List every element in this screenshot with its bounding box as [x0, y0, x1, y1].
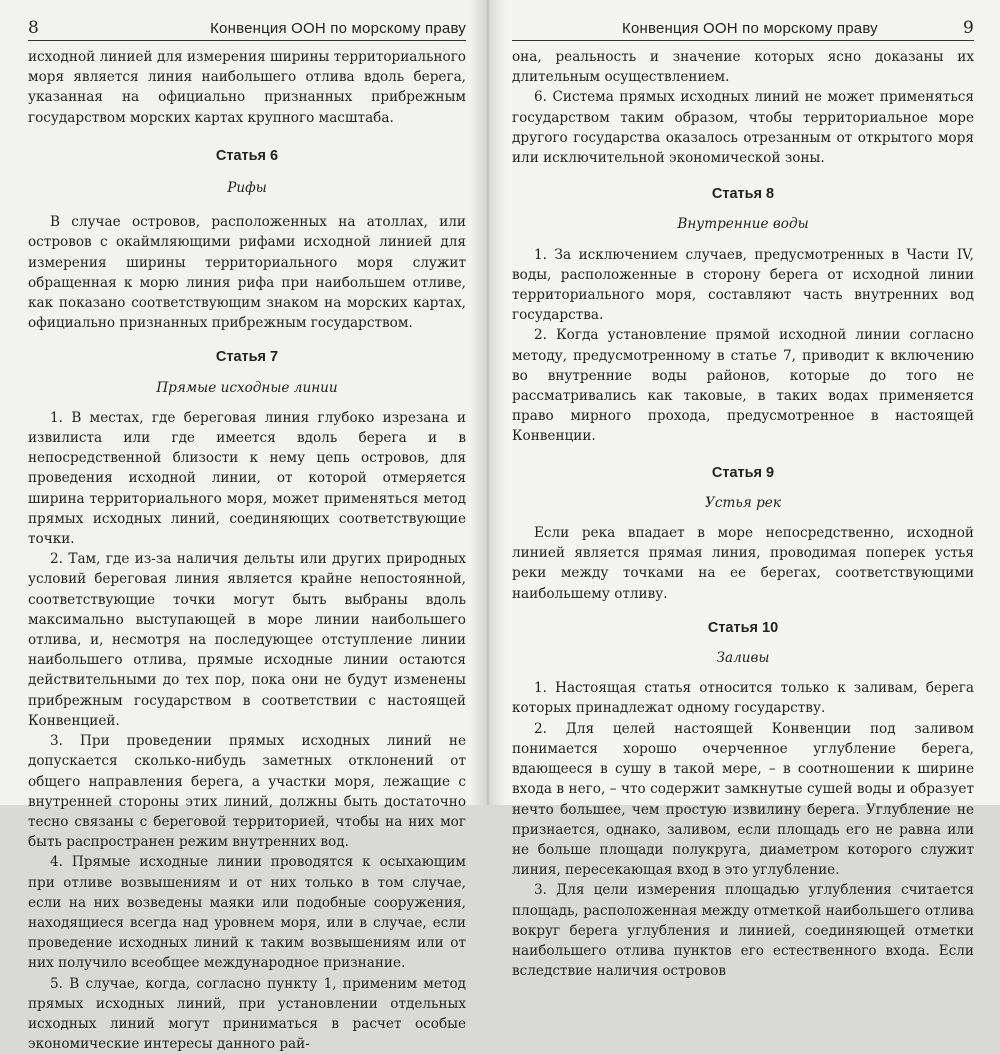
article-7-title: Статья 7	[215, 349, 279, 366]
article-6-title: Статья 6	[215, 147, 279, 164]
article-7-paragraph-6: 6. Система прямых исходных линий не может применяться государством таким образом, чтобы территориальное море другого государства оказалось отрезанным от открытого моря или исключительной экономической зоны.	[512, 89, 974, 167]
article-9-subtitle: Устья рек	[705, 494, 781, 511]
article-10-paragraph-1: 1. Настоящая статья относится только к заливам, берега которых принадлежат одному государству.	[512, 680, 974, 717]
left-page-header	[28, 0, 466, 41]
running-head: Конвенция ООН по морскому праву	[622, 20, 878, 37]
article-10-title: Статья 10	[707, 619, 779, 636]
right-page-body	[512, 47, 974, 981]
running-head: Конвенция ООН по морскому праву	[210, 20, 466, 37]
article-7-paragraph-4: 4. Прямые исходные линии проводятся к осыхающим при отливе возвышениям и от них только в том случае, если на них возведены маяки или подобные сооружения, находящиеся всегда над уровнем моря, или в случае, если проведение исходных линий к таким возвышениям или от них получило всеобщее международное признание.	[28, 854, 466, 972]
article-9-title: Статья 9	[711, 464, 775, 481]
article-8-subtitle: Внутренние воды	[677, 216, 809, 233]
article-8-paragraph-1: 1. За исключением случаев, предусмотренных в Части IV, воды, расположенные в сторону берега от исходной линии территориального моря, составляют часть внутренних вод государства.	[512, 246, 974, 324]
right-page	[488, 0, 1000, 980]
article-7-paragraph-2: 2. Там, где из-за наличия дельты или других природных условий береговая линия является крайне непостоянной, соответствующие точки могут быть выбраны вдоль максимально выступающей в море линии наибольшего отлива, и, несмотря на последующее отступление линии наибольшего отлива, прямые исходные линии остаются действительными до тех пор, пока они не будут изменены прибрежным государством в соответствии с настоящей Конвенцией.	[28, 551, 466, 729]
page-number: 9	[962, 18, 974, 38]
article-9-paragraph-1: Если река впадает в море непосредственно, исходной линией является прямая линия, проводимая поперек устья реки между точками на ее берегах, соответствующими наибольшему отливу.	[512, 525, 974, 602]
continuation-paragraph: исходной линией для измерения ширины территориального моря является линия наибольшего отлива вдоль берега, указанная на официально признанных прибрежным государством морских картах крупного масштаба.	[28, 49, 466, 126]
article-10-paragraph-2: 2. Для целей настоящей Конвенции под заливом понимается хорошо очерченное углубление берега, вдающееся в сушу в такой мере, – в соотношении к ширине входа в него, – что содержит замкнутые сушей воды и образует нечто большее, чем простую извилину берега. Углубление не признается, однако, заливом, если площадь его не равна или не больше площади полукруга, диаметром которого служит линия, пересекающая вход в это углубление.	[512, 720, 974, 879]
continuation-paragraph: она, реальность и значение которых ясно доказаны их длительным осуществлением.	[512, 49, 974, 86]
article-6-subtitle: Рифы	[227, 180, 267, 197]
article-10-paragraph-3: 3. Для цели измерения площадью углубления считается площадь, расположенная между отметкой наибольшего отлива вокруг берега углубления и линией, соединяющей отметки наибольшего отлива пунктов его естественного входа. Если вследствие наличия островов	[512, 882, 974, 980]
left-page-body	[28, 47, 466, 1054]
article-6-paragraph-1: В случае островов, расположенных на атоллах, или островов с окаймляющими рифами исходной линией для измерения ширины территориального моря служит обращенная к морю линия рифа при наибольшем отливе, как показано соответствующим знаком на морских картах, официально признанных прибрежным государством.	[28, 214, 466, 332]
article-8-title: Статья 8	[711, 186, 775, 203]
left-page	[0, 0, 488, 1053]
article-7-paragraph-1: 1. В местах, где береговая линия глубоко изрезана и извилиста или где имеется вдоль берега и в непосредственной близости к нему цепь островов, для проведения исходной линии, от которой отмеряется ширина территориального моря, может применяться метод прямых исходных линий, соединяющих соответствующие точки.	[28, 409, 466, 548]
article-7-paragraph-5: 5. В случае, когда, согласно пункту 1, применим метод прямых исходных линий, при установлении отдельных исходных линий могут приниматься в расчет особые экономические интересы данного рай-	[28, 975, 466, 1053]
article-8-paragraph-2: 2. Когда установление прямой исходной линии согласно методу, предусмотренному в статье 7, приводит к включению во внутренние воды районов, которые до того не рассматривались как таковые, в таких водах применяется право мирного прохода, предусмотренное в настоящей Конвенции.	[512, 327, 974, 445]
article-7-paragraph-3: 3. При проведении прямых исходных линий не допускается сколько-нибудь заметных отклонений от общего направления берега, а участки моря, лежащие с внутренней стороны этих линий, должны быть достаточно тесно связаны с береговой территорией, чтобы на них мог быть распространен режим внутренних вод.	[28, 733, 466, 851]
article-10-subtitle: Заливы	[716, 650, 770, 667]
right-page-header	[512, 0, 974, 41]
page-number: 8	[28, 18, 40, 38]
article-7-subtitle: Прямые исходные линии	[156, 379, 338, 396]
